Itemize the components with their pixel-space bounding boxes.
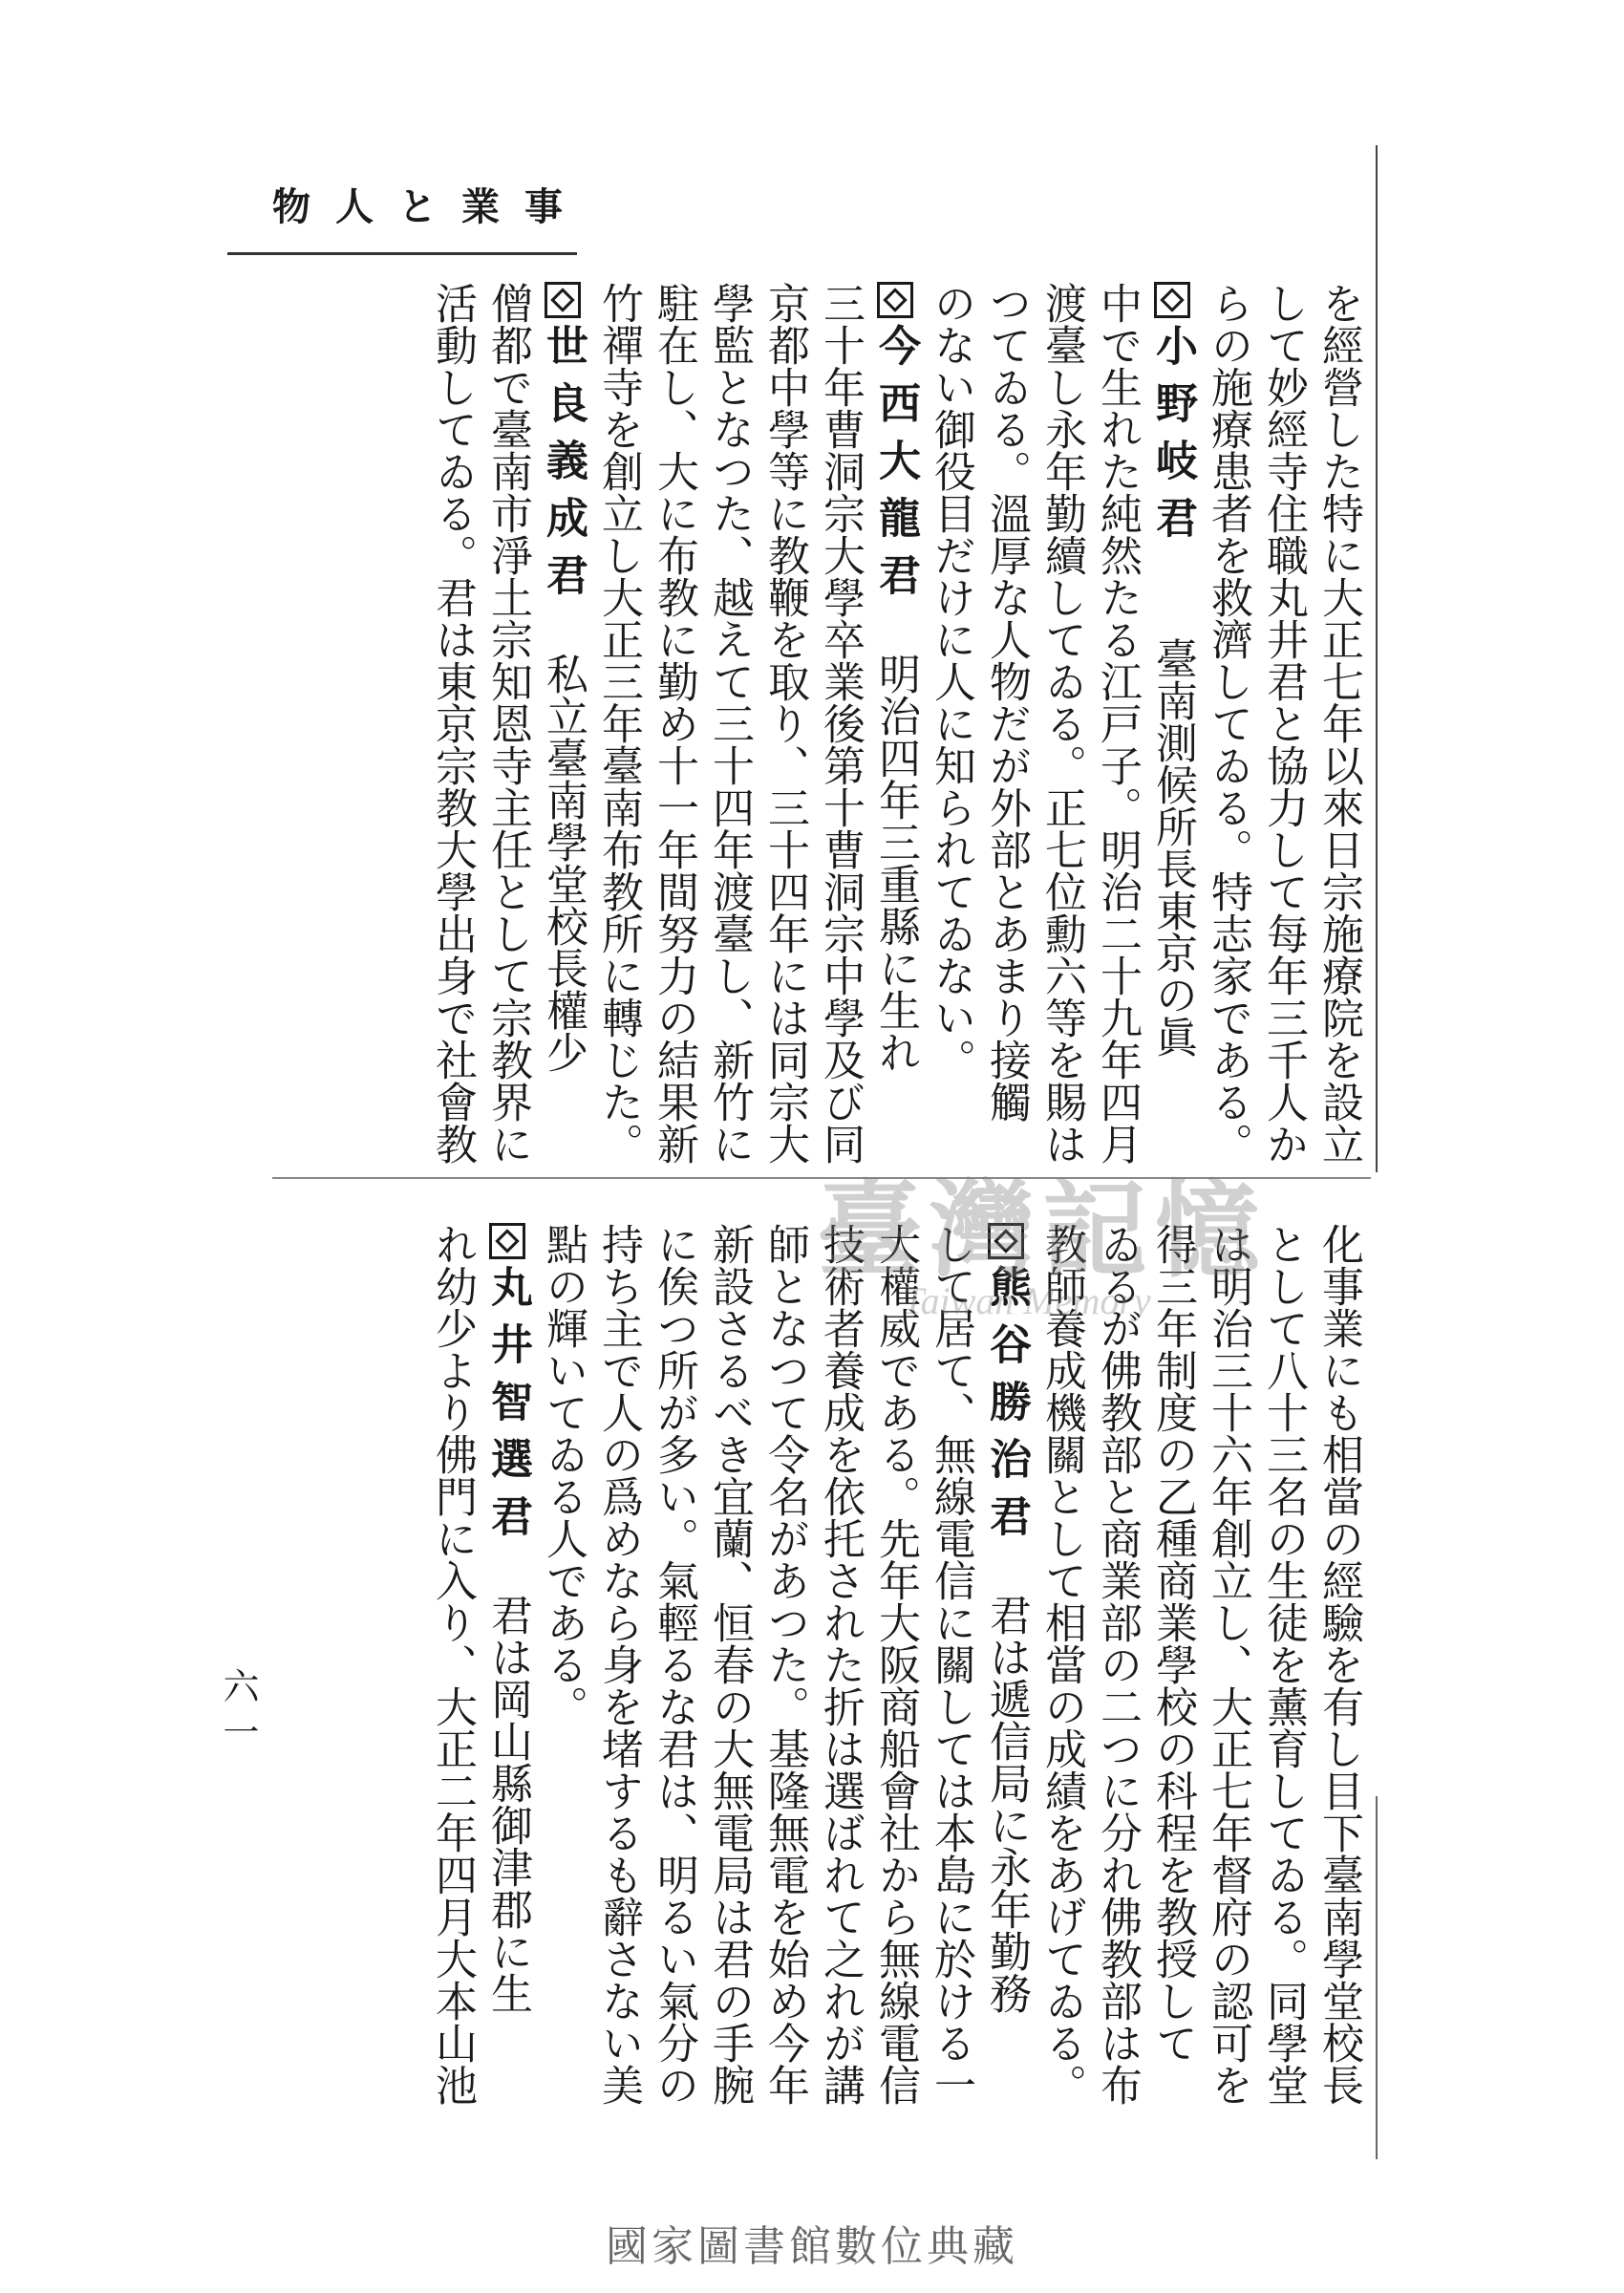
entry-heading — [871, 282, 920, 1073]
entry-heading — [483, 1223, 532, 2014]
watermark-subtitle: Taiwan Memory — [903, 1279, 1151, 1322]
header-rule — [227, 252, 577, 255]
text-line: 僧都で臺南市淨土宗知恩寺主任として宗教界に — [483, 282, 532, 1165]
entry-heading — [982, 1223, 1031, 2014]
right-margin-rule — [1376, 145, 1378, 1172]
text-line: して妙經寺住職丸井君と協力して每年三千人か — [1259, 282, 1308, 1165]
lower-text-block — [258, 1223, 1366, 2169]
text-line: として八十三名の生徒を薰育してゐる。同學堂 — [1259, 1223, 1308, 2106]
text-line: ゐるが佛教部と商業部の二つに分れ佛教部は布 — [1093, 1223, 1142, 2106]
text-line: 點の輝いてゐる人である。 — [539, 1223, 588, 1727]
text-line: らの施療患者を救濟してゐる。特志家である。 — [1204, 282, 1252, 1165]
entry-name: 小野岐君 — [1148, 324, 1197, 553]
entry-mark-icon — [1154, 282, 1190, 318]
entry-name: 今西大龍君 — [871, 324, 920, 611]
entry-name: 熊谷勝治君 — [982, 1265, 1031, 1552]
entry-intro: 君は岡山縣御津郡に生 — [483, 1594, 532, 2014]
text-line: 京都中學等に教鞭を取り、三十四年には同宗大 — [760, 282, 809, 1165]
text-line: は明治三十六年創立し、大正七年督府の認可を — [1204, 1223, 1252, 2106]
page-number: 六一 — [217, 1667, 259, 1759]
text-line: 得三年制度の乙種商業學校の科程を教授して — [1148, 1223, 1197, 2064]
text-line: れ幼少より佛門に入り、大正二年四月大本山池 — [428, 1223, 477, 2106]
entry-mark-icon — [545, 282, 581, 318]
entry-heading — [1148, 282, 1197, 1058]
text-line: 學監となつた、越えて三十四年渡臺し、新竹に — [705, 282, 754, 1165]
text-line: 師となつて令名があつた。基隆無電を始め今年 — [760, 1223, 809, 2106]
text-line: を經營した特に大正七年以來日宗施療院を設立 — [1314, 282, 1363, 1165]
running-header: 事業と人物 — [272, 184, 588, 229]
text-line: 技術者養成を依托された折は選ばれて之れが講 — [816, 1223, 865, 2106]
entry-heading — [539, 282, 588, 1073]
watermark — [817, 1146, 1268, 1323]
watermark-title: 臺灣記憶 — [817, 1168, 1268, 1292]
text-line: 活動してゐる。君は東京宗教大學出身で社會教 — [428, 282, 477, 1165]
text-line: 駐在し、大に布教に勤め十一年間努力の結果新 — [650, 282, 698, 1165]
text-line: 三十年曹洞宗大學卒業後第十曹洞宗中學及び同 — [816, 282, 865, 1165]
text-line: 教師養成機關として相當の成績をあげてゐる。 — [1037, 1223, 1086, 2106]
text-line: のない御役目だけに人に知られてゐない。 — [927, 282, 975, 1081]
footer-credit: 國家圖書館數位典藏 — [606, 2222, 1018, 2271]
text-line: 持ち主で人の爲めなら身を堵するも辭さない美 — [594, 1223, 643, 2106]
entry-name: 丸井智選君 — [483, 1265, 532, 1552]
text-line: つてゐる。溫厚な人物だが外部とあまり接觸 — [982, 282, 1031, 1123]
entry-name: 世良義成君 — [539, 324, 588, 611]
text-line: に俟つ所が多い。氣輕るな君は、明るい氣分の — [650, 1223, 698, 2106]
entry-mark-icon — [489, 1223, 525, 1259]
lower-margin-rule — [1376, 1796, 1378, 2159]
entry-intro: 臺南測候所長東京の眞 — [1148, 637, 1197, 1058]
text-line: 竹禪寺を創立し大正三年臺南布教所に轉じた。 — [594, 282, 643, 1165]
text-line: 化事業にも相當の經驗を有し目下臺南學堂校長 — [1314, 1223, 1363, 2106]
entry-intro: 君は遞信局に永年勤務 — [982, 1594, 1031, 2014]
text-line: して居て、無線電信に關しては本島に於ける一 — [927, 1223, 975, 2106]
entry-mark-icon — [877, 282, 913, 318]
upper-text-block — [258, 282, 1366, 1180]
text-line: 新設さるべき宜蘭、恒春の大無電局は君の手腕 — [705, 1223, 754, 2106]
entry-intro: 私立臺南學堂校長權少 — [539, 653, 588, 1073]
text-line: 大權威である。先年大阪商船會社から無線電信 — [871, 1223, 920, 2106]
text-line: 中で生れた純然たる江戸子。明治二十九年四月 — [1093, 282, 1142, 1165]
text-line: 渡臺し永年勤續してゐる。正七位勳六等を賜は — [1037, 282, 1086, 1165]
entry-intro: 明治四年三重縣に生れ — [871, 653, 920, 1073]
